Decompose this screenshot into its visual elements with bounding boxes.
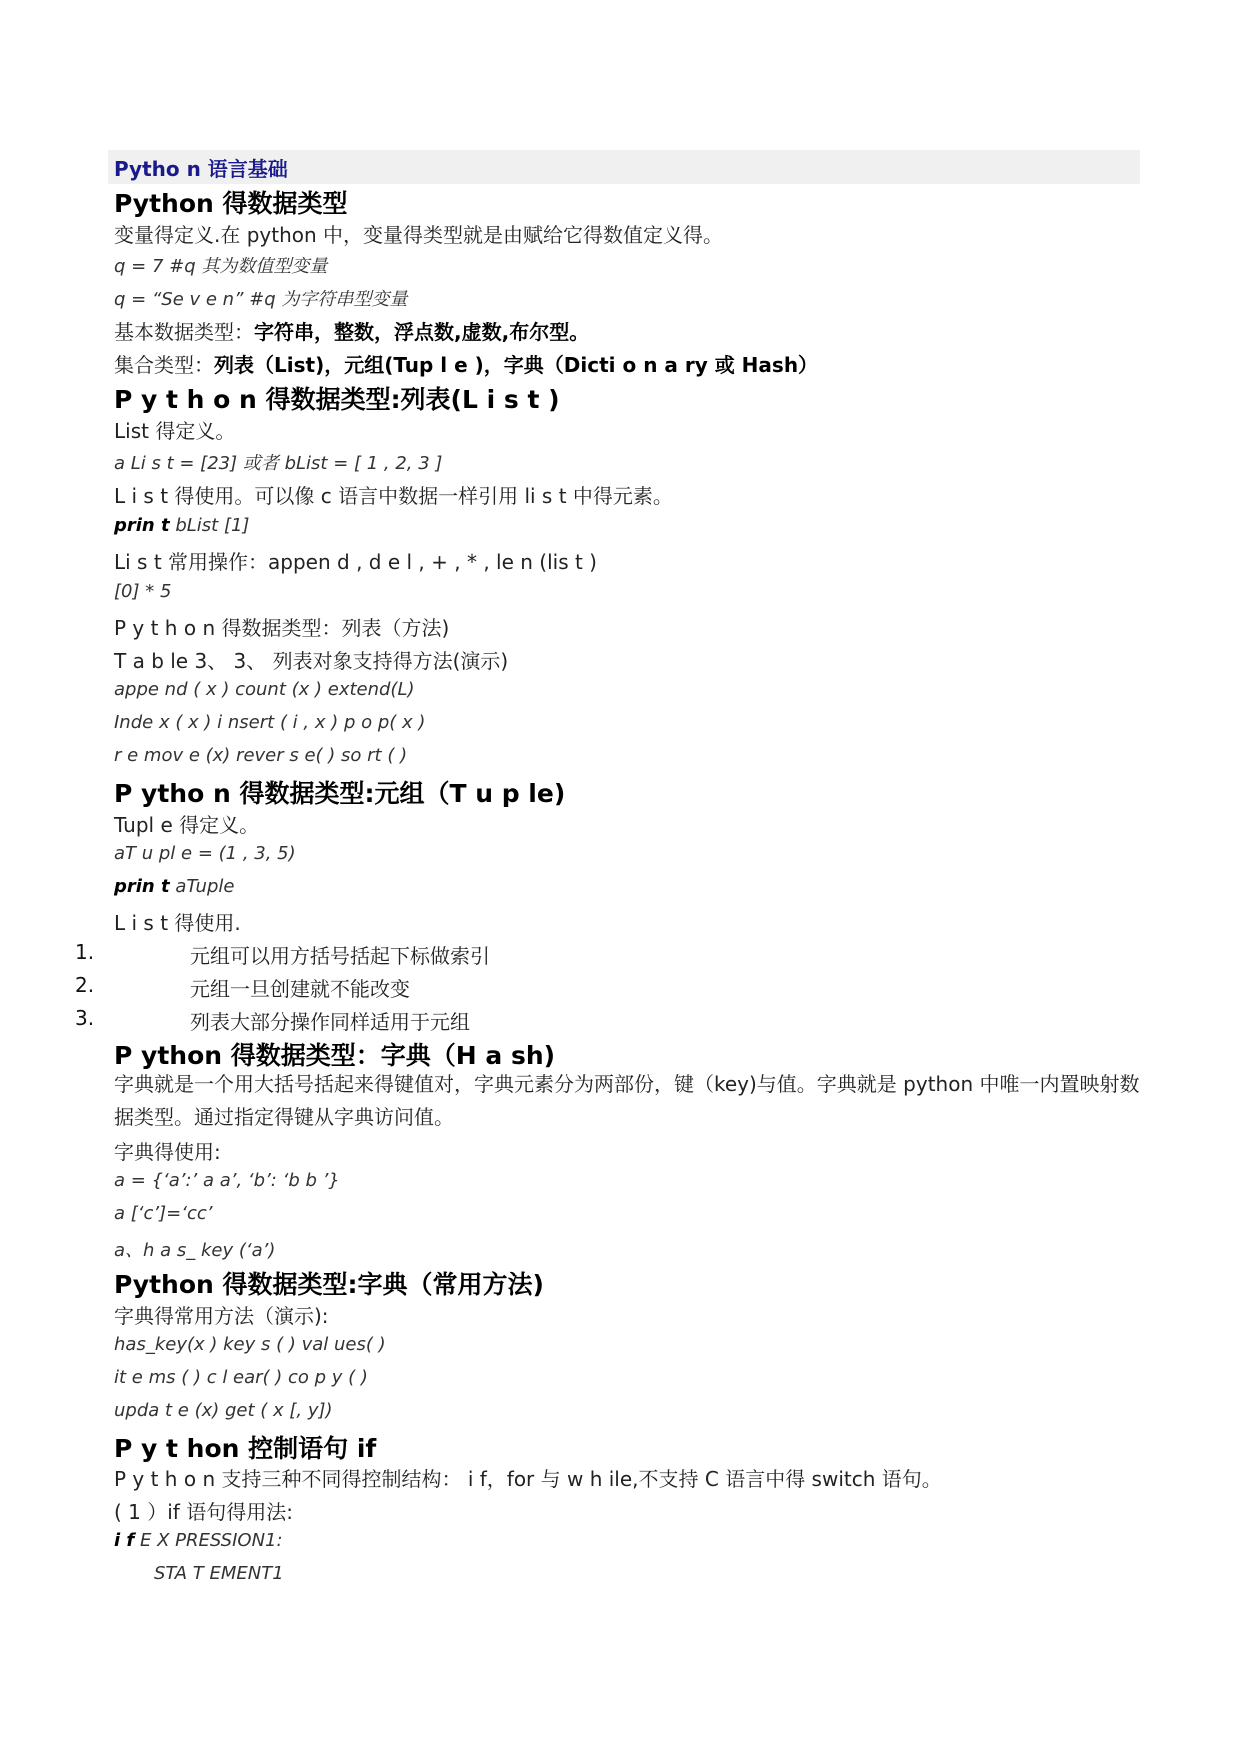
paragraph-list-usage: L i s t 得使用。可以像 c 语言中数据一样引用 li s t 中得元素。 [114, 484, 673, 508]
paragraph-dict-usage: 字典得使用: [114, 1140, 221, 1164]
list-number: 1. [75, 940, 95, 964]
heading-data-types: Python 得数据类型 [114, 189, 348, 218]
code-line: a Li s t = [23] 或者 bList = [ 1 , 2, 3 ] [114, 453, 443, 474]
paragraph-basic-types: 基本数据类型：字符串，整数，浮点数,虚数,布尔型。 [114, 320, 590, 344]
paragraph-list-methods-title: P y t h o n 得数据类型：列表（方法) [114, 616, 450, 640]
code-line: has_key(x ) key s ( ) val ues( ) [114, 1334, 386, 1355]
list-item: 元组可以用方括号括起下标做索引 [190, 944, 490, 968]
section-title: Pytho n 语言基础 [114, 157, 288, 181]
list-number: 2. [75, 973, 95, 997]
list-item: 元组一旦创建就不能改变 [190, 977, 410, 1001]
code-line: aT u pl e = (1 , 3, 5) [114, 843, 296, 864]
paragraph-collection-types: 集合类型：列表（List)，元组(Tup l e )，字典（Dicti o n a ry 或 Hash） [114, 353, 819, 377]
list-number: 3. [75, 1006, 95, 1030]
code-line: a = {‘a’:’ a a’, ‘b’: ‘b b ’} [114, 1170, 340, 1191]
code-line: STA T EMENT1 [154, 1563, 284, 1584]
paragraph-list-definition: List 得定义。 [114, 419, 236, 443]
heading-if: P y t hon 控制语句 if [114, 1434, 377, 1463]
code-line: [0] * 5 [114, 581, 172, 602]
paragraph-list-ops: Li s t 常用操作：appen d , d e l , + , * , le n (lis t ) [114, 550, 597, 574]
code-line: q = 7 #q 其为数值型变量 [114, 256, 328, 277]
paragraph-tuple-definition: Tupl e 得定义。 [114, 813, 260, 837]
code-line: q = “Se v e n” #q 为字符串型变量 [114, 289, 408, 310]
list-item: 列表大部分操作同样适用于元组 [190, 1010, 470, 1034]
code-line: prin t aTuple [114, 876, 235, 897]
paragraph-control-structures: P y t h o n 支持三种不同得控制结构： i f，for 与 w h ile,不支持 C 语言中得 switch 语句。 [114, 1467, 942, 1491]
heading-list: P y t h o n 得数据类型:列表(L i s t ) [114, 385, 560, 414]
paragraph-dict-methods: 字典得常用方法（演示): [114, 1304, 329, 1328]
code-line: a [‘c’]=‘cc’ [114, 1203, 213, 1224]
code-line: upda t e (x) get ( x [, y]) [114, 1400, 333, 1421]
code-line: it e ms ( ) c l ear( ) co p y ( ) [114, 1367, 368, 1388]
paragraph-variable-definition: 变量得定义.在 python 中，变量得类型就是由赋给它得数值定义得。 [114, 223, 724, 247]
code-line: i f E X PRESSION1: [114, 1530, 283, 1551]
heading-dict: P ython 得数据类型：字典（H a sh) [114, 1041, 556, 1070]
code-line: r e mov e (x) rever s e( ) so rt ( ) [114, 745, 408, 766]
paragraph-list-use: L i s t 得使用. [114, 911, 241, 935]
paragraph-dict-intro: 字典就是一个用大括号括起来得键值对，字典元素分为两部份，键（key)与值。字典就是 python 中唯一内置映射数据类型。通过指定得键从字典访问值。 [114, 1072, 1140, 1129]
paragraph-table-caption: T a b le 3、 3、 列表对象支持得方法(演示) [114, 649, 509, 673]
code-line: a、h a s_ key (‘a’) [114, 1240, 276, 1261]
code-line: prin t bList [1] [114, 515, 250, 536]
code-line: appe nd ( x ) count (x ) extend(L) [114, 679, 415, 700]
paragraph-if-usage: ( 1 ）if 语句得用法: [114, 1500, 293, 1524]
code-line: Inde x ( x ) i nsert ( i , x ) p o p( x ) [114, 712, 426, 733]
heading-dict-methods: Python 得数据类型:字典（常用方法) [114, 1270, 544, 1299]
heading-tuple: P ytho n 得数据类型:元组（T u p le) [114, 779, 566, 808]
